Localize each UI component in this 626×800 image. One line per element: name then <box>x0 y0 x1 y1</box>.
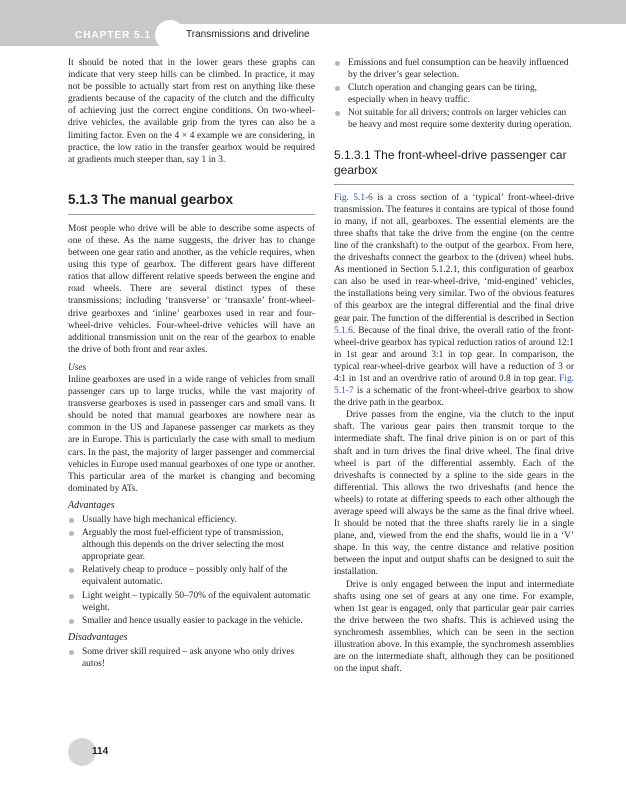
intro-paragraph: It should be noted that in the lower gears these graphs can indicate that very steep hills can be climbed. In practice, it may not be possible to actually start from rest on anything like these gradients because of the capacity of the clutch and the difficulty of achieving just the correct engine conditions. On two-wheel-drive vehicles, the available grip from the tyres can also be a limiting factor. Even on the 4 × 4 example we are considering, in practice, the low ratio in the transfer gearbox would be required at gradients much steeper than, say 1 in 3. <box>68 58 315 165</box>
list-item: Not suitable for all drivers; controls on larger vehicles can be heavy and most require some dexterity during operation. <box>334 107 574 131</box>
header-tab-shape <box>155 20 185 50</box>
fwd-gearbox-paragraph-3: Drive is only engaged between the input and intermediate shafts using one set of gears at any one time. For example, when 1st gear is engaged, only that particular gear pair carries the drive between the two shafts. This is achieved using the synchromesh assemblies, which can be seen in the section illustration above. In this example, the synchromesh assemblies are on the intermediate shaft, although they can be positioned on the input shaft. <box>334 579 574 675</box>
disadvantages-continued-list <box>334 57 574 132</box>
left-column <box>68 57 315 671</box>
figure-link[interactable]: Fig. 5.1-6 <box>334 192 373 203</box>
bullet-icon <box>69 594 74 599</box>
bullet-icon <box>335 61 340 66</box>
list-item: Relatively cheap to produce – possibly only half of the equivalent automatic. <box>68 564 315 588</box>
disadvantages-list <box>68 646 315 670</box>
list-item: Smaller and hence usually easier to package in the vehicle. <box>68 615 315 627</box>
bullet-icon <box>69 650 74 655</box>
running-section-title: Transmissions and driveline <box>186 29 310 40</box>
list-item: Arguably the most fuel-efficient type of transmission, although this depends on the driver selecting the most appropriate gear. <box>68 527 315 563</box>
list-item: Usually have high mechanical efficiency. <box>68 514 315 526</box>
uses-paragraph: Inline gearboxes are used in a wide range of vehicles from small passenger cars up to large trucks, while the vast majority of transverse gearboxes is used in passenger cars and small vans. It should be noted that manual gearboxes are nowhere near as common in the US and Japanese passenger car markets as they are in Europe. This is particularly the case with small to medium cars. In the past, the majority of larger passenger and commercial vehicles in Europe used manual gearboxes of one type or another. This particular area of the market is changing and becoming dominated by ATs. <box>68 374 315 494</box>
bullet-icon <box>335 111 340 116</box>
manual-gearbox-paragraph: Most people who drive will be able to describe some aspects of one of these. As the name suggests, the driver has to change between one gear ratio and another, as the vehicle requires, when using this type of gearbox. The different gears have different ratios that allow different relative speeds between the engine and road wheels. There are several distinct types of these transmissions; including ‘transverse’ or ‘transaxle’ front-wheel-drive gearboxes and ‘inline’ gearboxes used in rear and four-wheel-drive vehicles. Four-wheel-drive vehicles will have an additional transmission unit on the rear of the gearbox to enable the drive of both front and rear axles. <box>68 223 315 355</box>
bullet-icon <box>69 568 74 573</box>
page-number: 114 <box>92 746 109 757</box>
bullet-icon <box>69 619 74 624</box>
list-item: Light weight – typically 50–70% of the equivalent automatic weight. <box>68 590 315 614</box>
fwd-gearbox-paragraph-2: Drive passes from the engine, via the clutch to the input shaft. The various gear pairs then transmit torque to the intermediate shaft. The final drive pinion is on or part of this shaft and in turn drives the final drive wheel. The final drive wheel is part of the differential assembly. Each of the driveshafts is connected by a spline to the side gears in the differential. This allows the two driveshafts (and hence the wheels) to rotate at differing speeds to each other although the average speed will always be the same as the final drive wheel. It should be noted that the three shafts rarely lie in a single plane, and, viewed from the end the shafts, would lie in a ‘V’ shape. In this way, the centre distance and relative position between the input and output shafts can be designed to suit the installation. <box>334 410 574 578</box>
figure-link[interactable]: Fig. 5.1-7 <box>334 373 574 397</box>
bullet-icon <box>69 531 74 536</box>
list-item: Some driver skill required – ask anyone who only drives autos! <box>68 646 315 670</box>
list-item: Emissions and fuel consumption can be heavily influenced by the driver’s gear selection. <box>334 57 574 81</box>
advantages-list <box>68 514 315 627</box>
list-item: Clutch operation and changing gears can be tiring, especially when in heavy traffic. <box>334 82 574 106</box>
disadvantages-subheading: Disadvantages <box>68 631 128 643</box>
section-heading-manual-gearbox: 5.1.3 The manual gearbox <box>68 192 315 215</box>
section-link[interactable]: 5.1.6 <box>334 325 353 336</box>
right-column <box>334 57 574 675</box>
fwd-gearbox-paragraph-1: Fig. 5.1-6 is a cross section of a ‘typical’ front-wheel-drive transmission. The features it contains are typical of those found in many, if not all, gearboxes. The essential elements are the three shafts that take the drive from the engine (on the centre line of the crankshaft) to the output of the gearbox. From here, the driveshafts connect the gearbox to the (driven) wheel hubs. As mentioned in Section 5.1.2.1, this configuration of gearbox can also be used in rear-wheel-drive, ‘mid-engined’ vehicles, the installations being very similar. Two of the obvious features of this gearbox are the integral differential and the final drive gear pair. The function of the differential is described in Section 5.1.6. Because of the final drive, the overall ratio of the front-wheel-drive gearbox has typical reduction ratios of around 12:1 in 1st gear and around 3:1 in top gear. In comparison, the typical rear-wheel-drive gearbox will have a reduction of 3 or 4:1 in 1st and an overdrive ratio of around 0.8 in top gear. Fig. 5.1-7 is a schematic of the front-wheel-drive gearbox to show the drive path in the gearbox. <box>334 192 574 409</box>
subsection-heading-fwd-gearbox: 5.1.3.1 The front-wheel-drive passenger car gearbox <box>334 148 574 185</box>
bullet-icon <box>69 518 74 523</box>
bullet-icon <box>335 86 340 91</box>
uses-subheading: Uses <box>68 362 87 373</box>
advantages-subheading: Advantages <box>68 499 115 511</box>
chapter-label: CHAPTER 5.1 <box>75 30 152 41</box>
